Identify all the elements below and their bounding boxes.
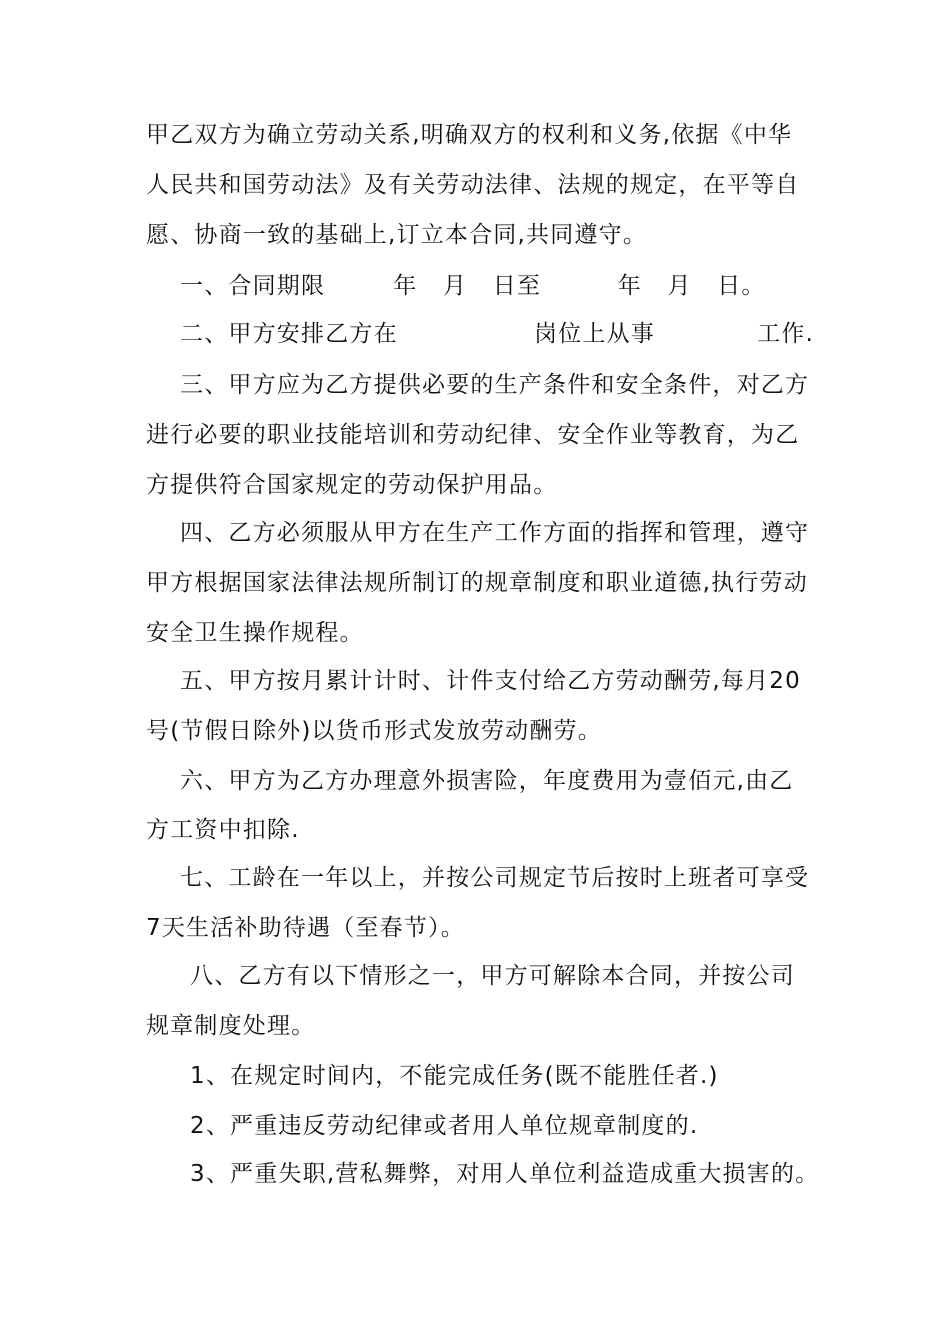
clause-1-term: 一、合同期限 年 月 日至 年 月 日。 [180,273,766,299]
clause-4-line-1: 四、乙方必须服从甲方在生产工作方面的指挥和管理，遵守 [180,520,810,546]
sub-item-1: 1、在规定时间内，不能完成任务(既不能胜任者.) [190,1063,719,1089]
clause-5-line-2: 号(节假日除外)以货币形式发放劳动酬劳。 [146,718,602,744]
clause-7-line-1: 七、工龄在一年以上，并按公司规定节后按时上班者可享受 [180,865,810,891]
clause-3-line-3: 方提供符合国家规定的劳动保护用品。 [146,472,558,498]
clause-3-line-2: 进行必要的职业技能培训和劳动纪律、安全作业等教育，为乙 [146,422,800,448]
clause-6-line-2: 方工资中扣除. [146,817,300,843]
clause-7-line-2: 7天生活补助待遇（至春节）。 [146,915,465,941]
intro-line-1: 甲乙双方为确立劳动关系,明确双方的权利和义务,依据《中华 [146,122,793,148]
clause-4-line-3: 安全卫生操作规程。 [146,620,364,646]
clause-6-line-1: 六、甲方为乙方办理意外损害险，年度费用为壹佰元,由乙 [180,768,794,794]
clause-2-position: 二、甲方安排乙方在 岗位上从事 工作. [180,321,815,347]
intro-line-3: 愿、协商一致的基础上,订立本合同,共同遵守。 [146,222,648,248]
clause-8-line-2: 规章制度处理。 [146,1013,316,1039]
clause-3-line-1: 三、甲方应为乙方提供必要的生产条件和安全条件，对乙方 [180,372,810,398]
sub-item-3: 3、严重失职,营私舞弊，对用人单位利益造成重大损害的。 [190,1161,820,1187]
clause-4-line-2: 甲方根据国家法律法规所制订的规章制度和职业道德,执行劳动 [146,570,808,596]
intro-line-2: 人民共和国劳动法》及有关劳动法律、法规的规定，在平等自 [146,172,800,198]
sub-item-2: 2、严重违反劳动纪律或者用人单位规章制度的. [190,1113,699,1139]
clause-5-line-1: 五、甲方按月累计计时、计件支付给乙方劳动酬劳,每月20 [180,668,801,694]
clause-8-line-1: 八、乙方有以下情形之一，甲方可解除本合同，并按公司 [190,963,795,989]
